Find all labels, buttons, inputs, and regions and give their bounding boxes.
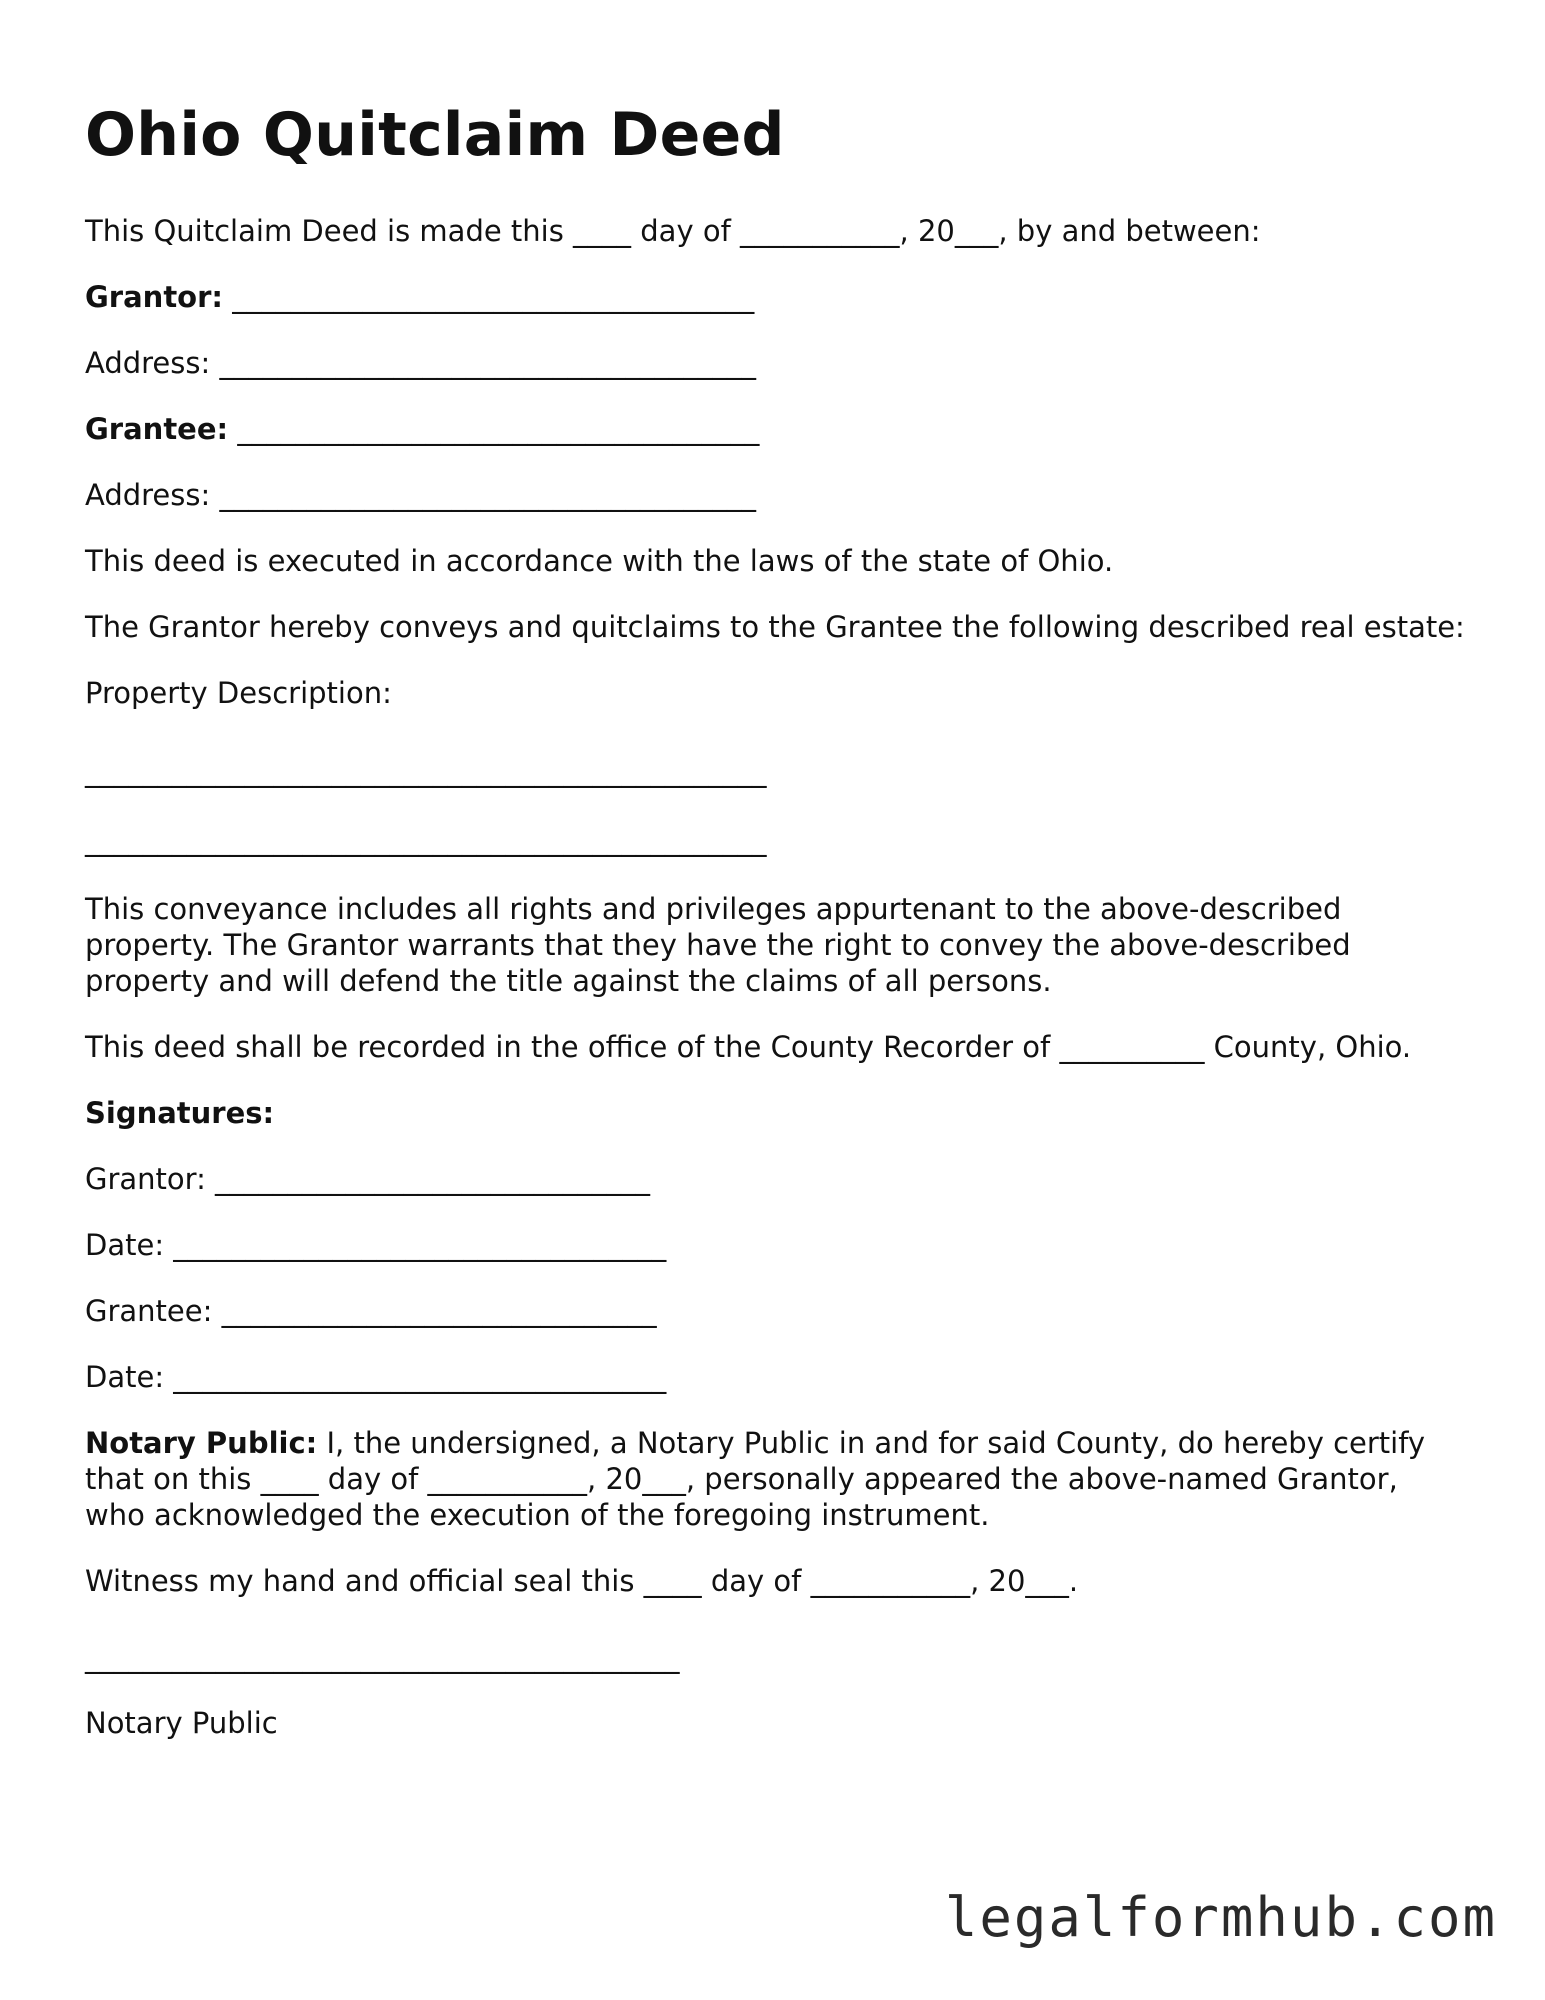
notary-label: Notary Public: [85, 1426, 318, 1460]
page-title: Ohio Quitclaim Deed [85, 100, 785, 170]
grantee-label: Grantee: [85, 412, 229, 446]
watermark: legalformhub.com [944, 1886, 1497, 1949]
property-description-label: Property Description: [85, 676, 392, 710]
notary-signature-line: _________________________________________ [85, 1640, 680, 1674]
grantor-address-field: Address: _____________________________________ [85, 346, 756, 380]
property-line: _______________________________________________ [85, 754, 767, 788]
grantee-line: ____________________________________ [228, 412, 760, 446]
property-line: _______________________________________________ [85, 823, 767, 857]
grantor-label: Grantor: [85, 280, 224, 314]
grantee-signature-line: Grantee: ______________________________ [85, 1294, 657, 1328]
grantor-field [85, 279, 1465, 315]
grantor-date-line: Date: __________________________________ [85, 1228, 667, 1262]
grantee-field [85, 411, 1465, 447]
notary-text: I, the undersigned, a Notary Public in and for said County, do hereby certify that on this ____ day of ___________, 20___, personally appeared the above-named Grantor, who acknowledged the execution of the foregoing instrument. [85, 1426, 1435, 1532]
deed-document [85, 100, 1465, 1741]
signatures-heading: Signatures: [85, 1096, 275, 1130]
conveys-paragraph: The Grantor hereby conveys and quitclaims to the Grantee the following described real estate: [85, 610, 1465, 644]
grantee-address-field: Address: _____________________________________ [85, 478, 756, 512]
intro-paragraph: This Quitclaim Deed is made this ____ day of ___________, 20___, by and between: [85, 214, 1261, 248]
witness-paragraph: Witness my hand and official seal this ____ day of ___________, 20___. [85, 1564, 1079, 1598]
grantor-signature-line: Grantor: ______________________________ [85, 1162, 651, 1196]
rights-paragraph: This conveyance includes all rights and privileges appurtenant to the above-described property. The Grantor warrants that they have the right to convey the above-described property and will defend the title against the claims of all persons. [85, 892, 1360, 998]
grantee-date-line: Date: __________________________________ [85, 1360, 667, 1394]
grantor-line: ____________________________________ [223, 280, 755, 314]
laws-paragraph: This deed is executed in accordance with the laws of the state of Ohio. [85, 544, 1114, 578]
recorded-paragraph: This deed shall be recorded in the office of the County Recorder of __________ County, Ohio. [85, 1030, 1412, 1064]
notary-public-caption: Notary Public [85, 1706, 278, 1740]
notary-paragraph [85, 1425, 1465, 1533]
